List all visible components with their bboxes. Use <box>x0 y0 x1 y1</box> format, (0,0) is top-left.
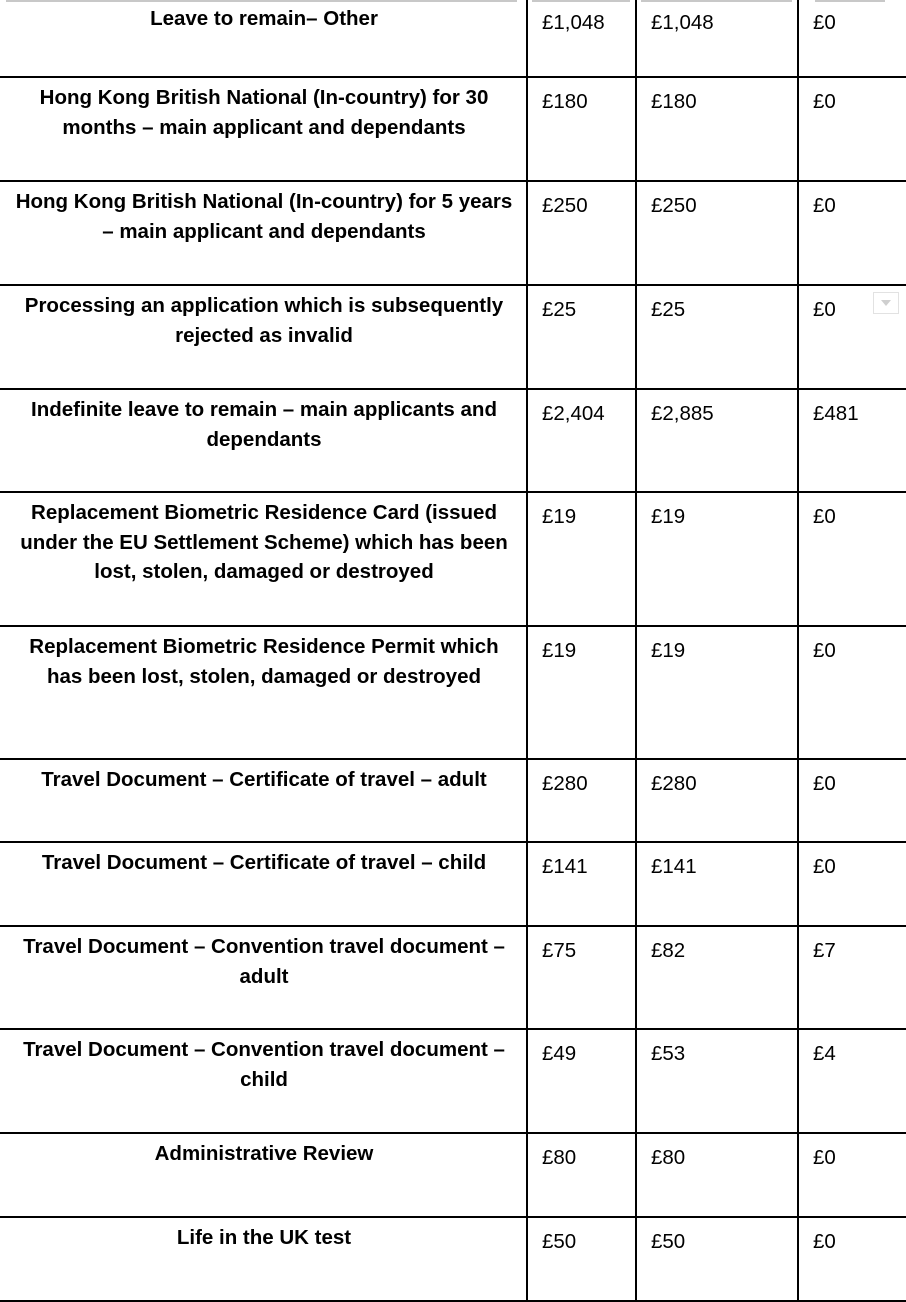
fee-description: Processing an application which is subsequently rejected as invalid <box>24 294 504 347</box>
fee-amount-cell[interactable] <box>527 285 636 389</box>
fee-amount-cell[interactable] <box>798 0 906 77</box>
fee-amount-cell[interactable] <box>636 759 798 842</box>
fee-amount-cell[interactable] <box>798 759 906 842</box>
fee-amount-col3: £0 <box>813 639 836 662</box>
fee-amount-col1: £19 <box>542 639 577 662</box>
fee-description: Leave to remain– Other <box>150 7 378 30</box>
fee-description-cell[interactable] <box>0 626 527 759</box>
fee-amount-col2: £19 <box>651 639 686 662</box>
fee-row <box>0 389 906 492</box>
fee-amount-cell[interactable] <box>636 492 798 626</box>
fee-row <box>0 77 906 181</box>
fee-description-cell[interactable] <box>0 759 527 842</box>
fee-amount-col2: £1,048 <box>651 11 714 34</box>
fee-amount-cell[interactable] <box>798 926 906 1029</box>
fee-description: Replacement Biometric Residence Permit which has been lost, stolen, damaged or destroyed <box>29 635 499 688</box>
fee-amount-cell[interactable] <box>636 1029 798 1133</box>
fee-row <box>0 492 906 626</box>
fee-amount-cell[interactable] <box>527 1133 636 1217</box>
fee-amount-col2: £50 <box>651 1230 686 1253</box>
fee-amount-cell[interactable] <box>636 285 798 389</box>
fee-amount-cell[interactable] <box>636 389 798 492</box>
fee-amount-col2: £250 <box>651 194 697 217</box>
fee-amount-col2: £141 <box>651 855 697 878</box>
fee-amount-col2: £19 <box>651 505 686 528</box>
fee-description: Hong Kong British National (In-country) for 5 years – main applicant and dependants <box>15 190 513 243</box>
fee-description-cell[interactable] <box>0 1217 527 1301</box>
fee-row <box>0 0 906 77</box>
fee-amount-cell[interactable] <box>798 77 906 181</box>
fee-amount-col1: £80 <box>542 1146 577 1169</box>
fee-amount-cell[interactable] <box>636 77 798 181</box>
fee-description: Travel Document – Certificate of travel – child <box>41 851 487 874</box>
fee-amount-col3: £0 <box>813 194 836 217</box>
fee-amount-col1: £141 <box>542 855 588 878</box>
fee-description: Hong Kong British National (In-country) for 30 months – main applicant and dependants <box>39 86 489 139</box>
fee-description: Travel Document – Convention travel document – adult <box>23 935 505 988</box>
fee-amount-col1: £1,048 <box>542 11 605 34</box>
fee-row <box>0 926 906 1029</box>
fee-description-cell[interactable] <box>0 285 527 389</box>
fee-amount-col2: £82 <box>651 939 686 962</box>
fee-amount-col1: £280 <box>542 772 588 795</box>
fee-amount-col3: £0 <box>813 505 836 528</box>
fee-amount-col2: £180 <box>651 90 697 113</box>
fee-description-cell[interactable] <box>0 926 527 1029</box>
fee-description-cell[interactable] <box>0 0 527 77</box>
fee-row <box>0 626 906 759</box>
fee-description: Administrative Review <box>154 1142 374 1165</box>
fee-description-cell[interactable] <box>0 1029 527 1133</box>
fee-amount-col3: £0 <box>813 11 836 34</box>
fee-amount-col3: £4 <box>813 1042 836 1065</box>
fee-description: Travel Document – Convention travel document – child <box>23 1038 505 1091</box>
fee-amount-cell[interactable] <box>798 1217 906 1301</box>
fee-description-cell[interactable] <box>0 77 527 181</box>
fee-amount-cell[interactable] <box>798 626 906 759</box>
fee-amount-col3: £0 <box>813 1146 836 1169</box>
fee-amount-cell[interactable] <box>798 1029 906 1133</box>
fee-amount-cell[interactable] <box>798 842 906 926</box>
fee-row <box>0 1029 906 1133</box>
fee-description-cell[interactable] <box>0 389 527 492</box>
fee-amount-cell[interactable] <box>527 626 636 759</box>
fee-amount-cell[interactable] <box>527 0 636 77</box>
fee-amount-cell[interactable] <box>636 0 798 77</box>
fee-amount-col3: £0 <box>813 1230 836 1253</box>
fee-amount-col2: £53 <box>651 1042 686 1065</box>
fee-amount-col1: £50 <box>542 1230 577 1253</box>
fee-amount-col2: £25 <box>651 298 686 321</box>
fee-row <box>0 1133 906 1217</box>
fee-amount-col3: £0 <box>813 772 836 795</box>
fee-row <box>0 759 906 842</box>
fee-row <box>0 285 906 389</box>
fee-amount-col3: £0 <box>813 90 836 113</box>
fee-amount-cell[interactable] <box>527 389 636 492</box>
fee-amount-cell[interactable] <box>798 389 906 492</box>
fee-amount-cell[interactable] <box>636 626 798 759</box>
fee-amount-cell[interactable] <box>527 842 636 926</box>
fee-amount-col1: £180 <box>542 90 588 113</box>
fee-amount-col2: £2,885 <box>651 402 714 425</box>
fee-amount-cell[interactable] <box>527 926 636 1029</box>
fee-description-cell[interactable] <box>0 181 527 285</box>
cell-dropdown-button[interactable] <box>873 292 899 314</box>
fee-row <box>0 1217 906 1301</box>
fee-amount-col3: £0 <box>813 855 836 878</box>
fee-amount-cell[interactable] <box>527 1029 636 1133</box>
fee-amount-cell[interactable] <box>798 1133 906 1217</box>
fee-amount-col1: £19 <box>542 505 577 528</box>
fee-amount-cell[interactable] <box>798 492 906 626</box>
fee-amount-cell[interactable] <box>527 181 636 285</box>
fee-row <box>0 842 906 926</box>
fee-description: Replacement Biometric Residence Card (issued under the EU Settlement Scheme) which has been lost, stolen, damaged or destroyed <box>20 501 508 583</box>
fee-amount-col1: £75 <box>542 939 577 962</box>
fee-description: Indefinite leave to remain – main applicants and dependants <box>31 398 497 451</box>
fee-description-cell[interactable] <box>0 842 527 926</box>
fee-amount-cell[interactable] <box>527 1217 636 1301</box>
fee-amount-col3: £0 <box>813 298 836 321</box>
fee-description: Travel Document – Certificate of travel – adult <box>41 768 487 791</box>
fee-description-cell[interactable] <box>0 492 527 626</box>
fee-amount-col3: £481 <box>813 402 859 425</box>
chevron-down-icon <box>881 300 891 306</box>
fee-amount-col1: £49 <box>542 1042 577 1065</box>
fee-amount-cell[interactable] <box>636 842 798 926</box>
fee-amount-cell[interactable] <box>527 492 636 626</box>
fee-amount-col1: £25 <box>542 298 577 321</box>
fee-amount-col1: £2,404 <box>542 402 605 425</box>
fee-description: Life in the UK test <box>176 1226 352 1249</box>
fee-row <box>0 181 906 285</box>
fee-amount-cell[interactable] <box>636 926 798 1029</box>
fee-amount-col2: £280 <box>651 772 697 795</box>
fee-amount-cell[interactable] <box>636 181 798 285</box>
fee-amount-cell[interactable] <box>798 181 906 285</box>
fee-amount-cell[interactable] <box>527 759 636 842</box>
fee-amount-cell[interactable] <box>636 1133 798 1217</box>
fee-amount-cell[interactable] <box>527 77 636 181</box>
fee-amount-col2: £80 <box>651 1146 686 1169</box>
fee-description-cell[interactable] <box>0 1133 527 1217</box>
fee-amount-cell[interactable] <box>636 1217 798 1301</box>
fee-amount-col3: £7 <box>813 939 836 962</box>
fee-amount-col1: £250 <box>542 194 588 217</box>
